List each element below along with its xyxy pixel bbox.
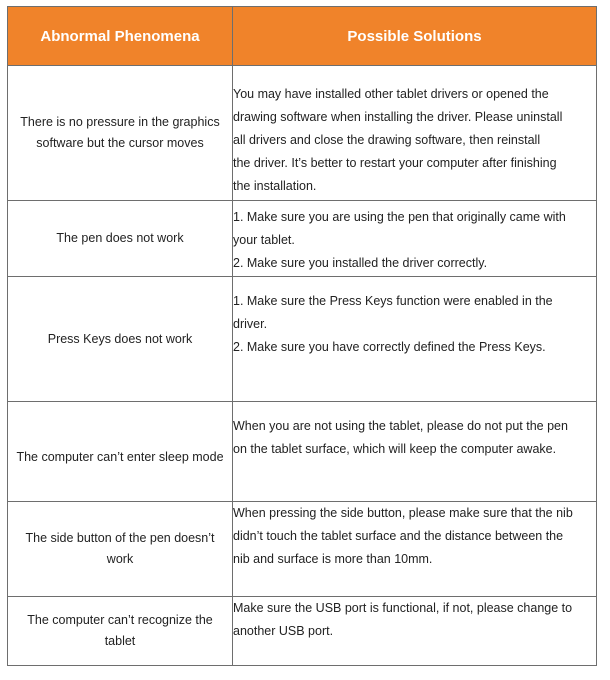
- solution-line: all drivers and close the drawing software, then reinstall: [233, 133, 541, 147]
- solution-line: 1. Make sure you are using the pen that originally came with: [233, 210, 566, 224]
- table-row: [8, 201, 597, 277]
- solution-line: the driver. It’s better to restart your computer after finishing: [233, 156, 557, 170]
- problem-line: The computer can’t recognize the: [27, 613, 213, 627]
- problem-cell: [8, 402, 233, 502]
- header-possible-solutions: Possible Solutions: [233, 7, 597, 66]
- problem-cell: [8, 597, 233, 666]
- troubleshooting-table: [7, 6, 597, 666]
- problem-line: There is no pressure in the graphics: [20, 115, 220, 129]
- problem-cell: [8, 502, 233, 597]
- solution-line: nib and surface is more than 10mm.: [233, 552, 433, 566]
- problem-line: Press Keys does not work: [47, 331, 193, 346]
- solution-line: Make sure the USB port is functional, if not, please change to: [233, 601, 573, 615]
- table-header-row: [8, 7, 597, 66]
- solution-line: another USB port.: [233, 624, 334, 638]
- solution-line: You may have installed other tablet drivers or opened the: [233, 87, 549, 101]
- solution-line: your tablet.: [233, 233, 295, 247]
- solution-line: When pressing the side button, please make sure that the nib: [233, 506, 573, 520]
- problem-cell: [8, 201, 233, 277]
- solution-line: driver.: [233, 317, 268, 331]
- table-row: [8, 66, 597, 201]
- solution-line: the installation.: [233, 179, 317, 193]
- problem-cell: [8, 66, 233, 201]
- table-row: [8, 277, 597, 402]
- problem-cell: [8, 277, 233, 402]
- table-row: [8, 502, 597, 597]
- solution-line: drawing software when installing the driver. Please uninstall: [233, 110, 563, 124]
- solution-line: 1. Make sure the Press Keys function were enabled in the: [233, 294, 553, 308]
- solution-cell: [233, 277, 597, 402]
- problem-line: The computer can’t enter sleep mode: [16, 450, 224, 464]
- problem-line: The pen does not work: [56, 231, 184, 245]
- table-row: [8, 597, 597, 666]
- solution-line: When you are not using the tablet, please do not put the pen: [233, 419, 568, 433]
- solution-cell: [233, 66, 597, 201]
- solution-cell: [233, 402, 597, 502]
- problem-line: software but the cursor moves: [36, 136, 204, 150]
- header-abnormal-phenomena: Abnormal Phenomena: [8, 7, 233, 66]
- solution-line: on the tablet surface, which will keep the computer awake.: [233, 442, 557, 456]
- solution-line: didn’t touch the tablet surface and the distance between the: [233, 529, 564, 543]
- table-row: [8, 402, 597, 502]
- problem-line: work: [106, 552, 134, 566]
- solution-line: 2. Make sure you have correctly defined the Press Keys.: [233, 340, 546, 354]
- solution-line: 2. Make sure you installed the driver correctly.: [233, 256, 488, 270]
- solution-cell: [233, 502, 597, 597]
- solution-cell: [233, 597, 597, 666]
- solution-cell: [233, 201, 597, 277]
- problem-line: The side button of the pen doesn’t: [25, 531, 215, 545]
- problem-line: tablet: [104, 634, 136, 648]
